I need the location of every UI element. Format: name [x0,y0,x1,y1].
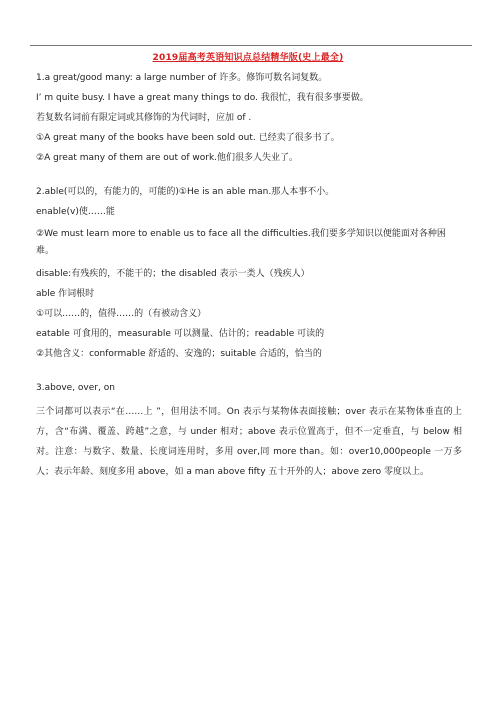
section-2-line-4: disable:有残疾的，不能干的；the disabled 表示一类人（残疾人） [36,269,310,279]
section-1-line-1: 1.a great/good many: a large number of 许多。修饰可数名词复数。 [36,73,328,83]
section-2-line-1: 2.able(可以的，有能力的，可能的)①He is an able man.那人本事不小。 [36,187,335,197]
section-2-line-7: eatable 可食用的，measurable 可以测量、估计的；readable 可读的 [36,329,325,339]
section-1-line-2: I’ m quite busy. I have a great many things to do. 我很忙，我有很多事要做。 [36,93,369,103]
document-body [36,72,462,490]
section-2-line-6: ①可以……的，值得……的（有被动含义） [36,309,207,319]
section-1-line-5: ②A great many of them are out of work.他们很多人失业了。 [36,153,299,163]
section-spacer [36,172,462,186]
section-3-heading: 3.above, over, on [36,383,115,393]
section-2-line-5: able 作词根时 [36,289,95,299]
section-2-line-3: ②We must learn more to enable us to face all the difficulties.我们要多学知识以便能面对各种困难。 [36,229,446,256]
section-2-line-2: enable(v)使……能 [36,207,115,217]
section-1-line-4: ①A great many of the books have been sold out. 已经卖了很多书了。 [36,133,340,143]
header-rule [30,45,472,46]
section-spacer [36,368,462,382]
section-1-line-3: 若复数名词前有限定词或其修饰的为代词时，应加 of . [36,113,252,123]
section-2-line-8: ②其他含义：conformable 舒适的、安逸的；suitable 合适的，恰当的 [36,349,322,359]
document-title: 2019届高考英语知识点总结精华版(史上最全) [152,53,344,63]
section-3-paragraph: 三个词都可以表示“在……上 ”，但用法不同。On 表示与某物体表面接触；over 表示在某物体垂直的上方，含“布满、覆盖、跨越”之意，与 under 相对；above 表示位置高于，但不一定垂直，与 below 相对。注意：与数字、数量、长度词连用时，多用 over,同 more than。如：over10,000people 一万多人；表示年龄、刻度多用 above，如 a man above fifty 五十开外的人；above zero 零度以上。 [36,407,462,477]
